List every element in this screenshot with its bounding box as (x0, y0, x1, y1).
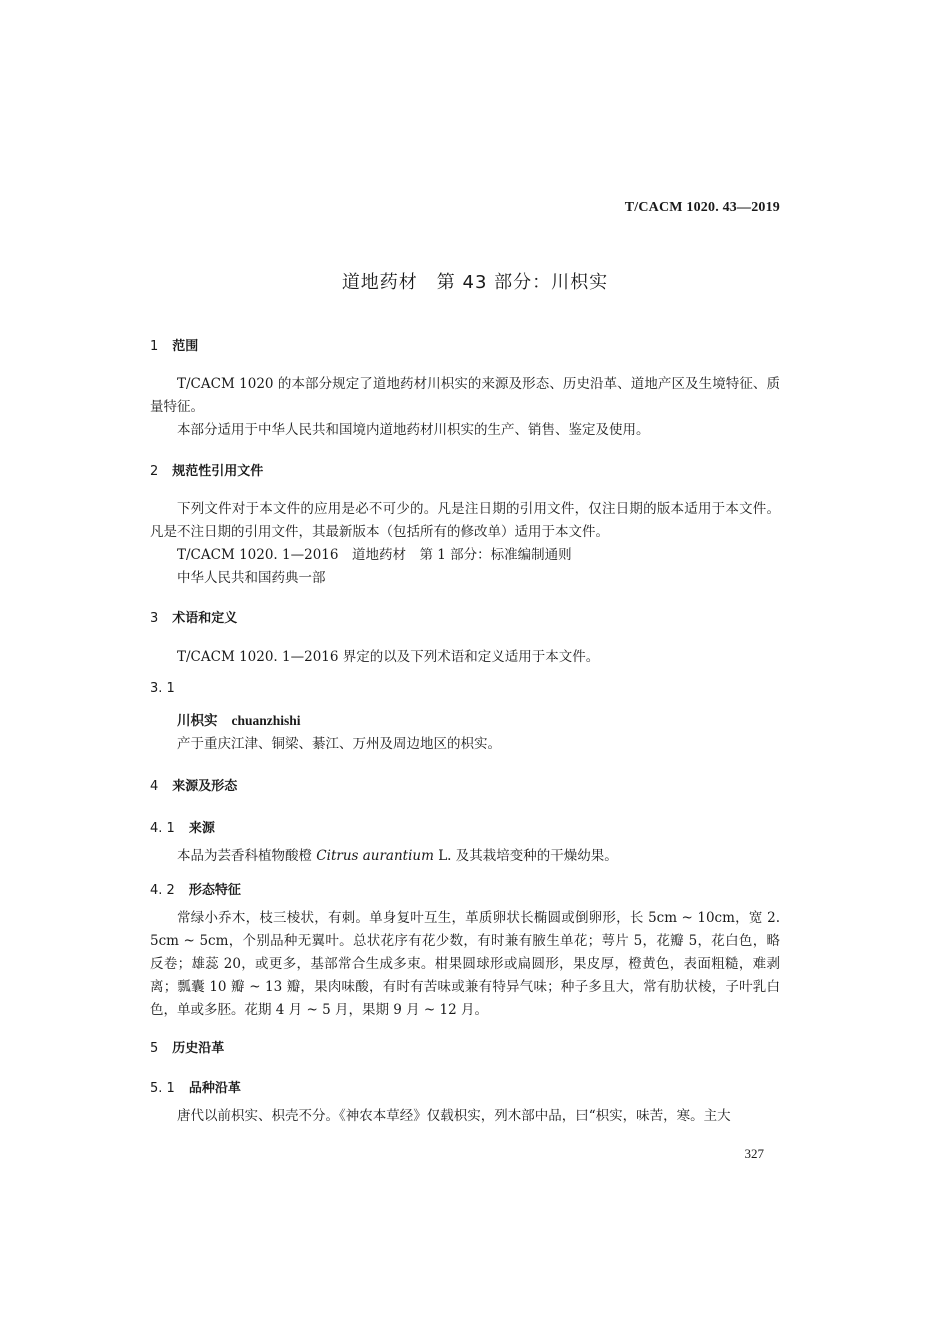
subsection-4-1-body (150, 845, 780, 868)
document-title: 道地药材 第 43 部分：川枳实 (341, 272, 609, 293)
page-number: 327 (744, 1146, 764, 1161)
reference-item: 中华人民共和国药典一部 (177, 570, 326, 586)
paragraph (150, 845, 780, 868)
section-number: 2 (150, 464, 159, 479)
subsection-number: 5. 1 (150, 1081, 175, 1096)
subsection-title: 形态特征 (188, 883, 241, 898)
paragraph: 常绿小乔木，枝三棱状，有刺。单身复叶互生，革质卵状长椭圆或倒卵形，长 5cm ~ 10cm，宽 2. 5cm ~ 5cm，个别品种无翼叶。总状花序有花少数，有时兼有腋生单花；萼片 5，花瓣 5，花白色，略反卷；雄蕊 20，或更多，基部常合生成多束。柑果圆球形或扁圆形，果皮厚，橙黄色，表面粗糙，难剥离；瓢囊 10 瓣 ~ 13 瓣，果肉味酸，有时有苦味或兼有特异气味；种子多且大，常有肋状棱，子叶乳白色，单或多胚。花期 4 月 ~ 5 月，果期 9 月 ~ 12 月。 (150, 910, 780, 1018)
standard-code: T/CACM 1020. 43—2019 (624, 200, 780, 215)
section-4-heading (150, 775, 780, 794)
section-title: 范围 (172, 339, 199, 354)
section-1-heading (150, 335, 780, 354)
subsection-number: 3. 1 (150, 681, 175, 696)
subsection-4-2-heading (150, 879, 780, 898)
term-name (150, 709, 780, 733)
latin-name: Citrus aurantium (316, 848, 434, 864)
subsection-5-1-body (150, 1105, 780, 1128)
section-number: 1 (150, 339, 159, 354)
paragraph: 唐代以前枳实、枳壳不分。《神农本草经》仅载枳实，列木部中品，曰“枳实，味苦，寒。主大 (177, 1108, 731, 1124)
section-number: 5 (150, 1041, 159, 1056)
subsection-5-1-heading (150, 1077, 780, 1096)
section-5-heading (150, 1037, 780, 1056)
section-2-heading (150, 460, 780, 479)
subsection-4-1-heading (150, 817, 780, 836)
term-entry (150, 709, 780, 756)
section-number: 3 (150, 611, 159, 626)
subsection-title: 来源 (188, 821, 215, 836)
paragraph: 本部分适用于中华人民共和国境内道地药材川枳实的生产、销售、鉴定及使用。 (177, 422, 650, 438)
section-title: 历史沿革 (172, 1041, 225, 1056)
section-1-body (150, 373, 780, 442)
text-run: 本品为芸香科植物酸橙 (177, 848, 317, 864)
text-run: L. 及其栽培变种的干燥幼果。 (433, 848, 618, 864)
paragraph: T/CACM 1020. 1—2016 界定的以及下列术语和定义适用于本文件。 (177, 649, 600, 665)
section-3-heading (150, 607, 780, 626)
subsection-4-2-body (150, 907, 780, 1022)
section-title: 来源及形态 (172, 779, 238, 794)
section-title: 规范性引用文件 (172, 464, 264, 479)
subsection-number: 4. 1 (150, 821, 175, 836)
paragraph: T/CACM 1020 的本部分规定了道地药材川枳实的来源及形态、历史沿革、道地产区及生境特征、质量特征。 (150, 376, 780, 415)
section-title: 术语和定义 (172, 611, 238, 626)
subsection-3-1-heading (150, 681, 780, 696)
subsection-number: 4. 2 (150, 883, 175, 898)
section-number: 4 (150, 779, 159, 794)
paragraph: 下列文件对于本文件的应用是必不可少的。凡是注日期的引用文件，仅注日期的版本适用于本文件。凡是不注日期的引用文件，其最新版本（包括所有的修改单）适用于本文件。 (150, 501, 780, 540)
section-2-body (150, 498, 780, 590)
section-3-body (150, 646, 780, 669)
subsection-title: 品种沿革 (188, 1081, 241, 1096)
reference-item: T/CACM 1020. 1—2016 道地药材 第 1 部分：标准编制通则 (177, 547, 572, 563)
term-chinese: 川枳实 (177, 713, 218, 729)
term-definition: 产于重庆江津、铜梁、綦江、万州及周边地区的枳实。 (177, 736, 501, 752)
term-pinyin: chuanzhishi (231, 713, 301, 728)
